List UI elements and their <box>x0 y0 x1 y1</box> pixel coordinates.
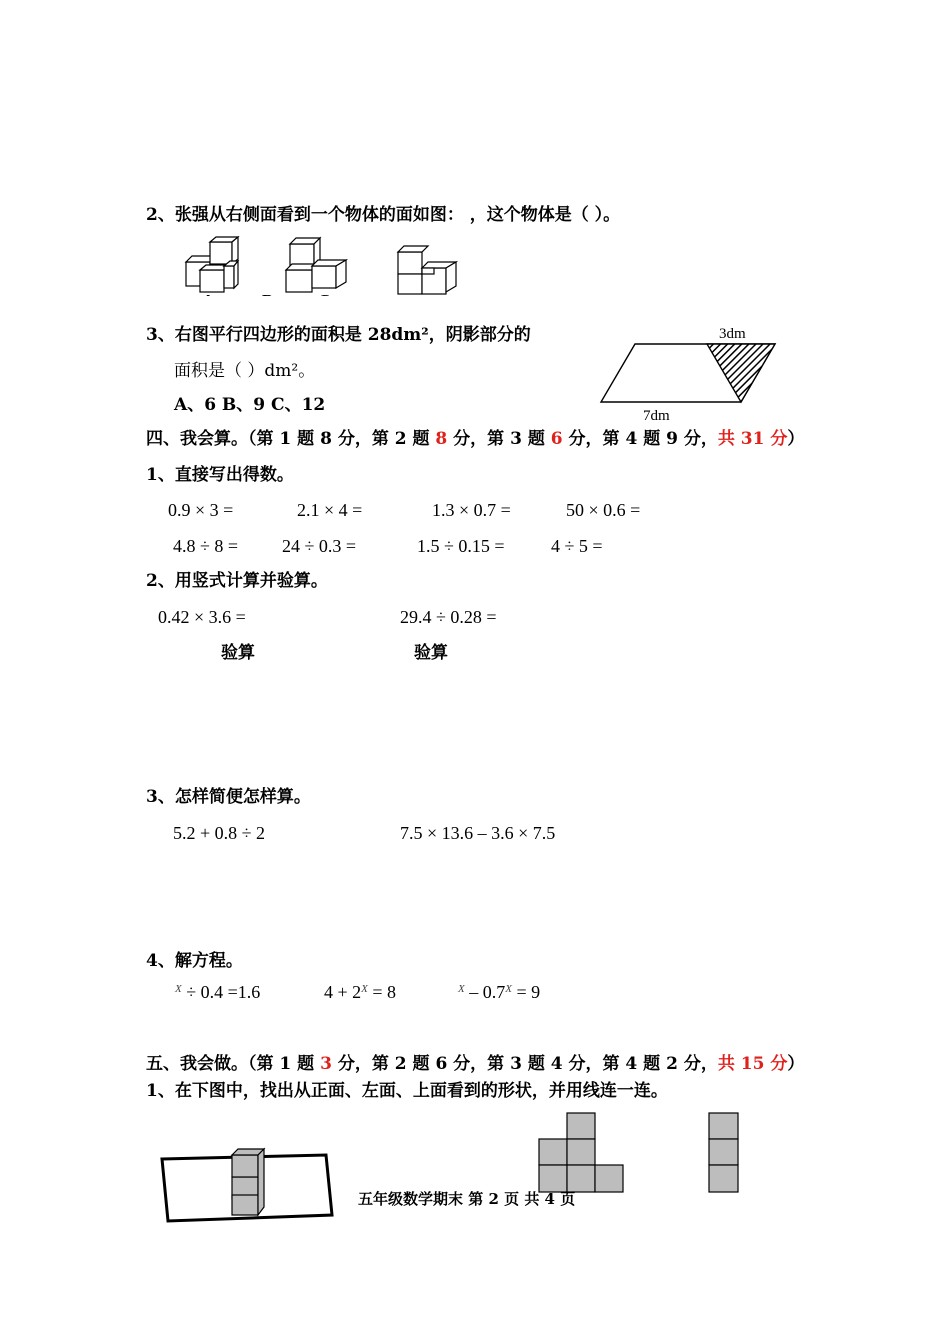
view-shape-2 <box>707 1112 741 1194</box>
calc1-item: 4.8 ÷ 8 = <box>173 536 239 556</box>
calc1-item: 2.1 × 4 = <box>297 500 363 520</box>
top-dimension-label: 3dm <box>719 326 746 342</box>
stacked-cubes-figure <box>160 1145 335 1225</box>
calc2-check1: 验算 <box>221 643 255 663</box>
calc3-problem1: 5.2 + 0.8 ÷ 2 <box>173 823 266 843</box>
calc3-title: 3、怎样简便怎样算。 <box>146 787 311 807</box>
view-shape-1 <box>538 1112 628 1194</box>
calc1-item: 24 ÷ 0.3 = <box>282 536 357 556</box>
cube-figure-b <box>286 238 346 292</box>
calc2-problem1: 0.42 × 3.6 = <box>158 607 246 627</box>
section5-heading: 五、我会做。（第 1 题 3 分，第 2 题 6 分，第 3 题 4 分，第 4 题 2 分，共 15 分） <box>146 1054 805 1074</box>
calc1-item: 50 × 0.6 = <box>566 500 641 520</box>
calc1-item: 1.3 × 0.7 = <box>432 500 511 520</box>
q3-line1: 3、右图平行四边形的面积是 28dm²，阴影部分的 <box>146 325 531 345</box>
q2-text: 2、张强从右侧面看到一个物体的面如图： ，这个物体是（ ）。 <box>146 205 621 225</box>
calc3-problem2: 7.5 × 13.6 – 3.6 × 7.5 <box>400 823 556 843</box>
section5-q1: 1、在下图中，找出从正面、左面、上面看到的形状，并用线连一连。 <box>146 1081 668 1101</box>
calc2-problem2: 29.4 ÷ 0.28 = <box>400 607 497 627</box>
calc1-item: 4 ÷ 5 = <box>551 536 603 556</box>
section4-heading: 四、我会算。（第 1 题 8 分，第 2 题 8 分，第 3 题 6 分，第 4 题 9 分，共 31 分） <box>146 429 805 449</box>
calc2-title: 2、用竖式计算并验算。 <box>146 571 328 591</box>
cube-figure-c <box>398 246 456 294</box>
calc1-item: 1.5 ÷ 0.15 = <box>417 536 505 556</box>
cube-figure-a <box>186 237 238 292</box>
calc1-item: 0.9 × 3 = <box>168 500 234 520</box>
calc1-title: 1、直接写出得数。 <box>146 465 294 485</box>
bottom-dimension-label: 7dm <box>643 408 670 424</box>
calc4-title: 4、解方程。 <box>146 951 243 971</box>
parallelogram-figure <box>595 320 785 430</box>
equation-3: $^X - 0.7^X = 9$ <box>458 982 541 1002</box>
equation-2: $4 + 2^X = 8$ <box>324 982 397 1002</box>
calc2-check2: 验算 <box>414 643 448 663</box>
q3-choices: A、6 B、9 C、12 <box>174 395 326 415</box>
equation-1: $^X$ ÷ 0.4 =1.6 <box>175 982 261 1002</box>
q3-line2: 面积是（ ）dm²。 <box>174 361 316 381</box>
page-footer: 五年级数学期末 第 2 页 共 4 页 <box>358 1190 576 1208</box>
